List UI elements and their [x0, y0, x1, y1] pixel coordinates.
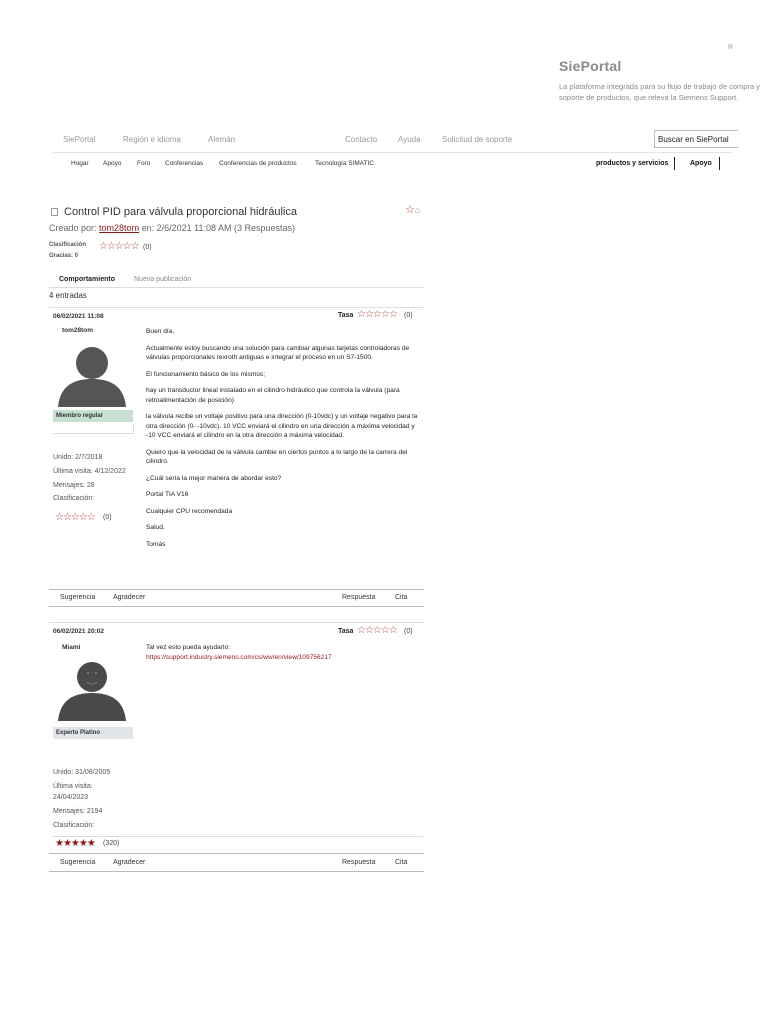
suggestion-button[interactable]: Sugerencia [60, 859, 96, 866]
thread-created [49, 223, 295, 233]
post-paragraph: Tomás [146, 540, 166, 548]
search-button[interactable]: Buscar en SiePortal [654, 130, 738, 148]
post-username[interactable]: Miami [62, 644, 81, 651]
user-last-visit-label: Última visita: [53, 783, 93, 790]
bell-icon[interactable]: ⌂ [414, 205, 421, 215]
sub-nav-support[interactable]: Apoyo [103, 160, 122, 167]
post-paragraph: hay un transductor lineal instalado en el cilindro hidráulico que controla la válvula (para retroalimentación de posición) [146, 387, 400, 404]
top-nav-region[interactable]: Región e idioma [123, 135, 181, 144]
post-paragraph: Cualquier CPU recomendada [146, 507, 233, 515]
corner-label: R [728, 44, 734, 51]
badge-underline [53, 433, 133, 434]
thread-title: Control PID para válvula proporcional hidráulica [64, 206, 297, 218]
quote-button[interactable]: Cita [395, 594, 408, 601]
nav-divider [53, 152, 732, 153]
sub-nav-forum[interactable]: Foro [137, 160, 151, 167]
thank-button[interactable]: Agradecer [113, 594, 146, 601]
favorite-icons[interactable] [405, 203, 420, 216]
sub-nav-product-conferences[interactable]: Conferencias de productos [219, 160, 297, 167]
actions-bottom-border [49, 871, 424, 872]
post-rate-count: (0) [404, 628, 413, 635]
user-last-visit-date: 24/04/2023 [53, 794, 89, 801]
post-date: 06/02/2021 11:08 [53, 313, 104, 320]
post-paragraph: El funcionamiento básico de los mismos; [146, 370, 266, 378]
rating-separator [53, 836, 423, 837]
post-paragraph: Salud, [146, 524, 165, 531]
sub-nav-products-services[interactable]: productos y servicios [596, 160, 669, 167]
actions-top-border [49, 853, 424, 854]
thread-thanks: Gracias: 0 [49, 253, 79, 259]
post-rate-stars[interactable]: ☆☆☆☆☆ [357, 625, 397, 636]
user-rating-stars: ☆☆☆☆☆ [55, 512, 95, 523]
user-rating-label: Clasificación: [53, 495, 95, 502]
top-nav-help[interactable]: Ayuda [398, 135, 421, 144]
user-joined: Unido: 2/7/2018 [53, 454, 103, 461]
post-separator [49, 307, 424, 308]
post-body [146, 327, 422, 556]
tab-new-post[interactable]: Nueva publicación [134, 276, 192, 283]
post-rate-count: (0) [404, 312, 413, 319]
post-paragraph: Buen día, [146, 328, 175, 335]
quote-button[interactable]: Cita [395, 859, 408, 866]
tab-behavior[interactable]: Comportamiento [59, 276, 115, 283]
support-link[interactable]: https://support.industry.siemens.com/cs/ww/en/view/109756217 [146, 653, 332, 661]
suggestion-button[interactable]: Sugerencia [60, 594, 96, 601]
post-paragraph: Tal vez esto pueda ayudarlo: [146, 644, 230, 651]
reply-button[interactable]: Respuesta [342, 859, 376, 866]
user-messages: Mensajes: 28 [53, 482, 95, 489]
separator [674, 157, 675, 170]
post-username[interactable]: tom28tom [62, 327, 94, 334]
document-icon [51, 208, 58, 216]
separator [719, 157, 720, 170]
top-nav-support-request[interactable]: Solicitud de soporte [442, 135, 513, 144]
actions-bottom-border [49, 606, 424, 607]
post-date: 06/02/2021 20:02 [53, 628, 104, 635]
user-badge: Experto Platino [53, 727, 133, 739]
thread-rating-stars[interactable]: ☆☆☆☆☆ [99, 241, 139, 252]
post-body [146, 643, 422, 662]
top-nav-language[interactable]: Alemán [208, 135, 236, 144]
user-joined: Unido: 31/08/2005 [53, 769, 111, 776]
reply-button[interactable]: Respuesta [342, 594, 376, 601]
avatar-icon [50, 337, 135, 407]
post-paragraph: la válvula recibe un voltaje positivo para una dirección (0-10vdc) y un voltaje negativo para la otra dirección (0- -10vdc). 10 VCC enviará el cilindro en una dirección a máxima velocidad y -10 VCC enviará el cilindro en la otra dirección a máxima velocidad. [146, 413, 418, 439]
thread-rating-label: Clasificación [49, 242, 87, 248]
sub-nav-conferences[interactable]: Conferencias [165, 160, 204, 167]
user-avatar[interactable] [50, 337, 135, 412]
star-outline-icon[interactable]: ☆ [405, 204, 415, 216]
badge-tick [133, 424, 134, 434]
user-rating-label: Clasificación: [53, 822, 95, 829]
post-paragraph: Actualmente estoy buscando una solución para cambiar algunas tarjetas controladoras de válvulas proporcionales rexroth antiguas e integrar el proceso en un S7-1500. [146, 344, 410, 361]
user-rating-stars: ★★★★★ [55, 838, 95, 849]
thank-button[interactable]: Agradecer [113, 859, 146, 866]
created-prefix: Creado por: [49, 223, 97, 233]
post-rate-stars[interactable]: ☆☆☆☆☆ [357, 309, 397, 320]
top-nav-contact[interactable]: Contacto [345, 135, 378, 144]
user-badge: Miembro regular [53, 410, 133, 422]
sub-nav-simatic[interactable]: Tecnología SIMATIC [315, 160, 375, 167]
rate-label: Tasa [338, 628, 354, 635]
user-avatar[interactable] [50, 653, 135, 726]
entries-count: 4 entradas [49, 291, 87, 300]
post-paragraph: Quiero que la velocidad de la válvula cambie en ciertos puntos a lo largo de la carrera del cilindro. [146, 448, 408, 465]
user-last-visit: Última visita: 4/12/2022 [53, 468, 126, 475]
actions-top-border [49, 589, 424, 590]
created-info: en: 2/6/2021 11:08 AM (3 Respuestas) [141, 223, 296, 233]
user-rating-count: (320) [103, 840, 120, 847]
thread-author-link[interactable]: tom28tom [99, 223, 140, 233]
post-separator [49, 622, 424, 623]
post-paragraph: Portal TIA V16 [146, 491, 189, 498]
brand-description: La plataforma integrada para su flujo de trabajo de compra y soporte de productos, que releva la Siemens Support. [559, 82, 760, 102]
top-nav-sieportal[interactable]: SiePortal [63, 135, 96, 144]
sub-nav-right-support[interactable]: Apoyo [690, 160, 712, 167]
post-paragraph: ¿Cuál sería la mejor manera de abordar esto? [146, 474, 282, 482]
thread-rating-count: (0) [143, 244, 152, 251]
user-messages: Mensajes: 2194 [53, 808, 103, 815]
avatar-icon [50, 653, 135, 721]
brand-title[interactable]: SiePortal [559, 58, 622, 74]
rate-label: Tasa [338, 312, 354, 319]
user-rating-count: (0) [103, 514, 112, 521]
sub-nav-home[interactable]: Hogar [71, 160, 89, 167]
